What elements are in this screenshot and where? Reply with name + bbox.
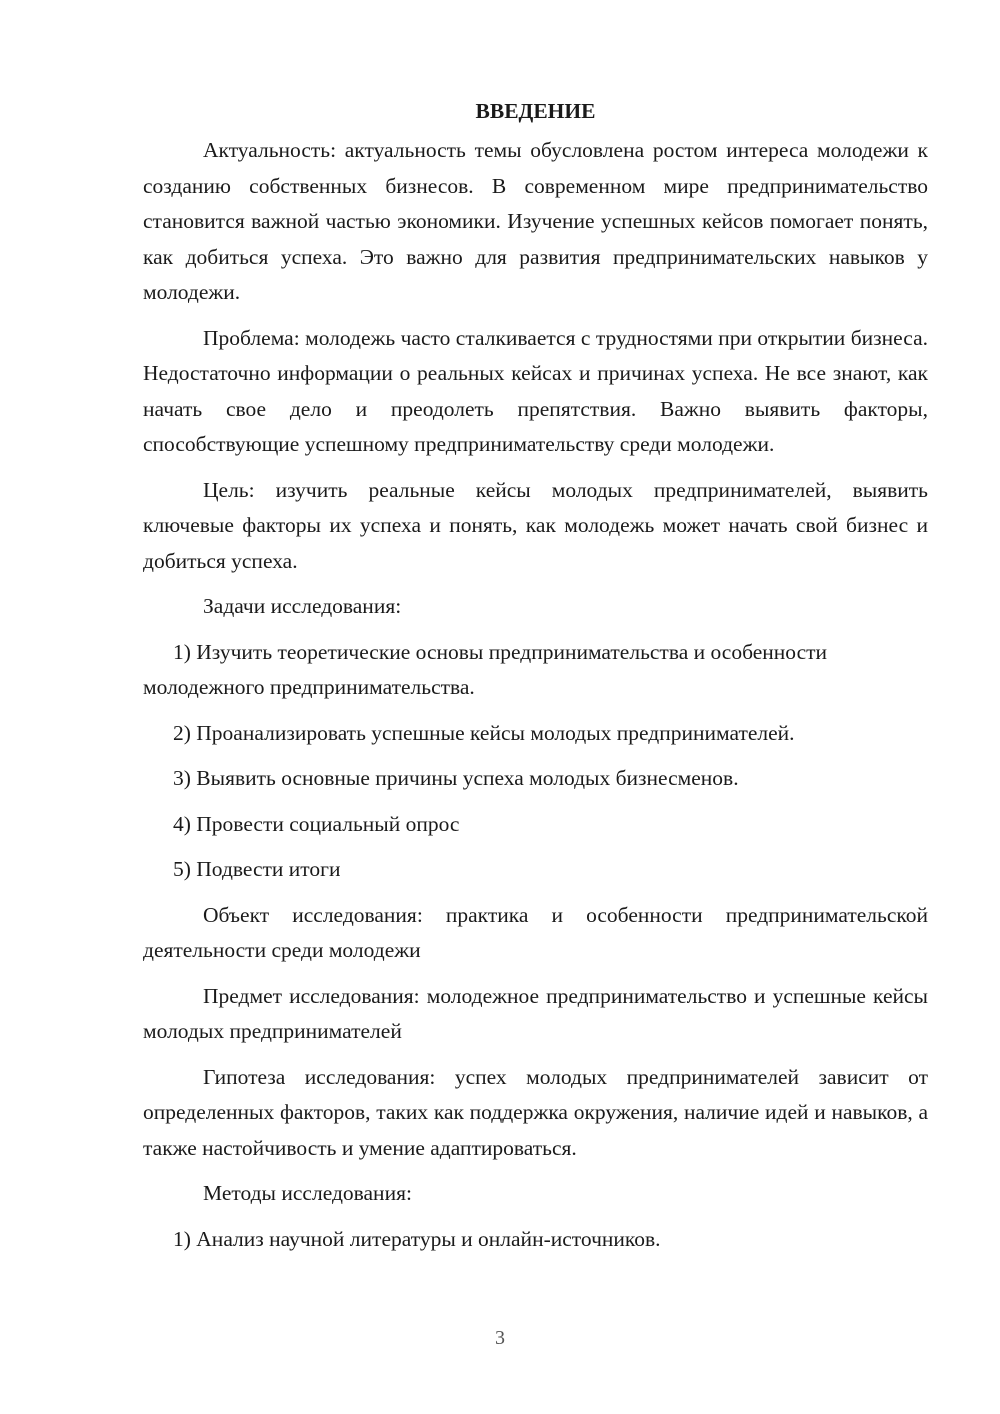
tasks-title: Задачи исследования:: [203, 594, 402, 618]
hypothesis-paragraph: Гипотеза исследования: успех молодых предпринимателей зависит от определенных факторов, таких как поддержка окружения, наличие идей и навыков, а также настойчивость и умение адаптироваться.: [143, 1064, 928, 1160]
methods-title: Методы исследования:: [203, 1181, 412, 1205]
task-item-5: 5) Подвести итоги: [173, 857, 341, 881]
task-item-1: 1) Изучить теоретические основы предпринимательства и особенности молодежного предпринимательства.: [143, 639, 828, 699]
problem-paragraph: Проблема: молодежь часто сталкивается с трудностями при открытии бизнеса. Недостаточно информации о реальных кейсах и причинах успеха. Не все знают, как начать свое дело и преодолеть препятствия. Важно выявить факторы, способствующие успешному предпринимательству среди молодежи.: [143, 325, 928, 456]
subject-paragraph: Предмет исследования: молодежное предпринимательство и успешные кейсы молодых предпринимателей: [143, 983, 928, 1043]
section-heading: ВВЕДЕНИЕ: [475, 99, 596, 123]
page-number: 3: [495, 1327, 505, 1349]
task-item-2: 2) Проанализировать успешные кейсы молодых предпринимателей.: [173, 720, 795, 745]
task-item-4: 4) Провести социальный опрос: [173, 811, 460, 836]
relevance-paragraph: Актуальность: актуальность темы обусловлена ростом интереса молодежи к созданию собственных бизнесов. В современном мире предпринимательство становится важной частью экономики. Изучение успешных кейсов помогает понять, как добиться успеха. Это важно для развития предпринимательских навыков у молодежи.: [143, 138, 928, 304]
task-item-3: 3) Выявить основные причины успеха молодых бизнесменов.: [173, 766, 739, 790]
document-page: [143, 96, 928, 1267]
object-paragraph: Объект исследования: практика и особенности предпринимательской деятельности среди молодежи: [143, 902, 928, 962]
method-item-1: 1) Анализ научной литературы и онлайн-источников.: [173, 1226, 661, 1251]
goal-paragraph: Цель: изучить реальные кейсы молодых предпринимателей, выявить ключевые факторы их успеха и понять, как молодежь может начать свой бизнес и добиться успеха.: [143, 477, 928, 573]
